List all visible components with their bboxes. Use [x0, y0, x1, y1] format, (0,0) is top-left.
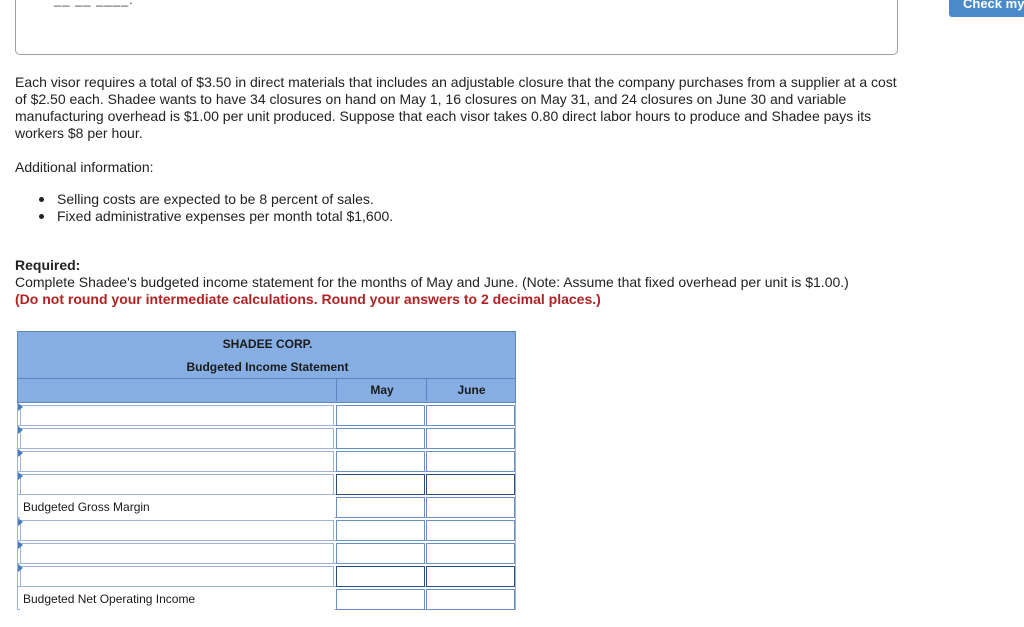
list-item: [15, 191, 393, 208]
june-amount-input[interactable]: [426, 451, 515, 472]
june-amount-input[interactable]: [426, 520, 515, 541]
june-amount-input[interactable]: [426, 543, 515, 564]
income-statement-table: [17, 331, 516, 610]
previous-answer-box: [15, 0, 898, 55]
may-amount-input[interactable]: [336, 451, 425, 472]
june-net-income-input[interactable]: [426, 589, 515, 610]
bullet-text: Selling costs are expected to be 8 percent of sales.: [57, 191, 374, 207]
row-label-dropdown[interactable]: [20, 520, 334, 541]
problem-paragraph: Each visor requires a total of $3.50 in direct materials that includes an adjustable closure that the company purchases from a supplier at a cost of $2.50 each. Shadee wants to have 34 closures on hand on May 1, 16 closures on May 31, and 24 closures on June 30 and variable manufacturing overhead is $1.00 per unit produced. Suppose that each visor takes 0.80 direct labor hours to produce and Shadee pays its workers $8 per hour.: [15, 74, 897, 141]
row-label-dropdown[interactable]: [20, 543, 334, 564]
list-item: [15, 208, 393, 225]
dropdown-marker-icon: [18, 449, 23, 457]
row-label-dropdown[interactable]: [20, 474, 334, 495]
june-amount-input[interactable]: [426, 405, 515, 426]
row-label-dropdown[interactable]: [20, 451, 334, 472]
dropdown-marker-icon: [18, 541, 23, 549]
rounding-note: (Do not round your intermediate calculations. Round your answers to 2 decimal places.): [15, 291, 601, 307]
june-amount-input[interactable]: [426, 566, 515, 587]
check-my-work-button[interactable]: Check my: [949, 0, 1024, 17]
may-amount-input[interactable]: [336, 474, 425, 495]
table-row: [17, 403, 516, 426]
table-header: [17, 331, 516, 403]
net-operating-income-row: [17, 587, 516, 610]
dropdown-marker-icon: [18, 518, 23, 526]
bullet-text: Fixed administrative expenses per month total $1,600.: [57, 208, 394, 224]
may-amount-input[interactable]: [336, 428, 425, 449]
may-net-income-input[interactable]: [336, 589, 425, 610]
column-header-may: May: [336, 379, 427, 401]
clipped-text: [54, 0, 134, 7]
june-amount-input[interactable]: [426, 474, 515, 495]
june-amount-input[interactable]: [426, 428, 515, 449]
required-heading: Required:: [15, 257, 81, 273]
company-name: SHADEE CORP.: [222, 337, 313, 351]
required-text: Complete Shadee's budgeted income statement for the months of May and June. (Note: Assume that fixed overhead per unit is $1.00.): [15, 274, 849, 290]
table-row: [17, 518, 516, 541]
dropdown-marker-icon: [18, 426, 23, 434]
may-amount-input[interactable]: [336, 566, 425, 587]
dropdown-marker-icon: [18, 403, 23, 411]
june-gross-margin-input[interactable]: [426, 497, 515, 518]
additional-info-label: Additional information:: [15, 159, 154, 175]
statement-title: Budgeted Income Statement: [186, 360, 349, 374]
row-label-dropdown[interactable]: [20, 566, 334, 587]
may-gross-margin-input[interactable]: [336, 497, 425, 518]
dropdown-marker-icon: [18, 564, 23, 572]
additional-info-list: [15, 191, 393, 225]
may-amount-input[interactable]: [336, 543, 425, 564]
dropdown-marker-icon: [18, 472, 23, 480]
table-row: [17, 564, 516, 587]
bullet-icon: [39, 214, 44, 219]
column-header-row: [18, 378, 515, 402]
gross-margin-label: Budgeted Gross Margin: [20, 497, 334, 518]
table-row: [17, 472, 516, 495]
table-row: [17, 426, 516, 449]
may-amount-input[interactable]: [336, 405, 425, 426]
table-title-block: [18, 332, 515, 378]
table-row: [17, 449, 516, 472]
gross-margin-row: [17, 495, 516, 518]
bullet-icon: [39, 197, 44, 202]
row-label-dropdown[interactable]: [20, 405, 334, 426]
may-amount-input[interactable]: [336, 520, 425, 541]
row-label-dropdown[interactable]: [20, 428, 334, 449]
column-header-june: June: [426, 379, 516, 401]
net-operating-income-label: Budgeted Net Operating Income: [20, 589, 334, 610]
table-row: [17, 541, 516, 564]
